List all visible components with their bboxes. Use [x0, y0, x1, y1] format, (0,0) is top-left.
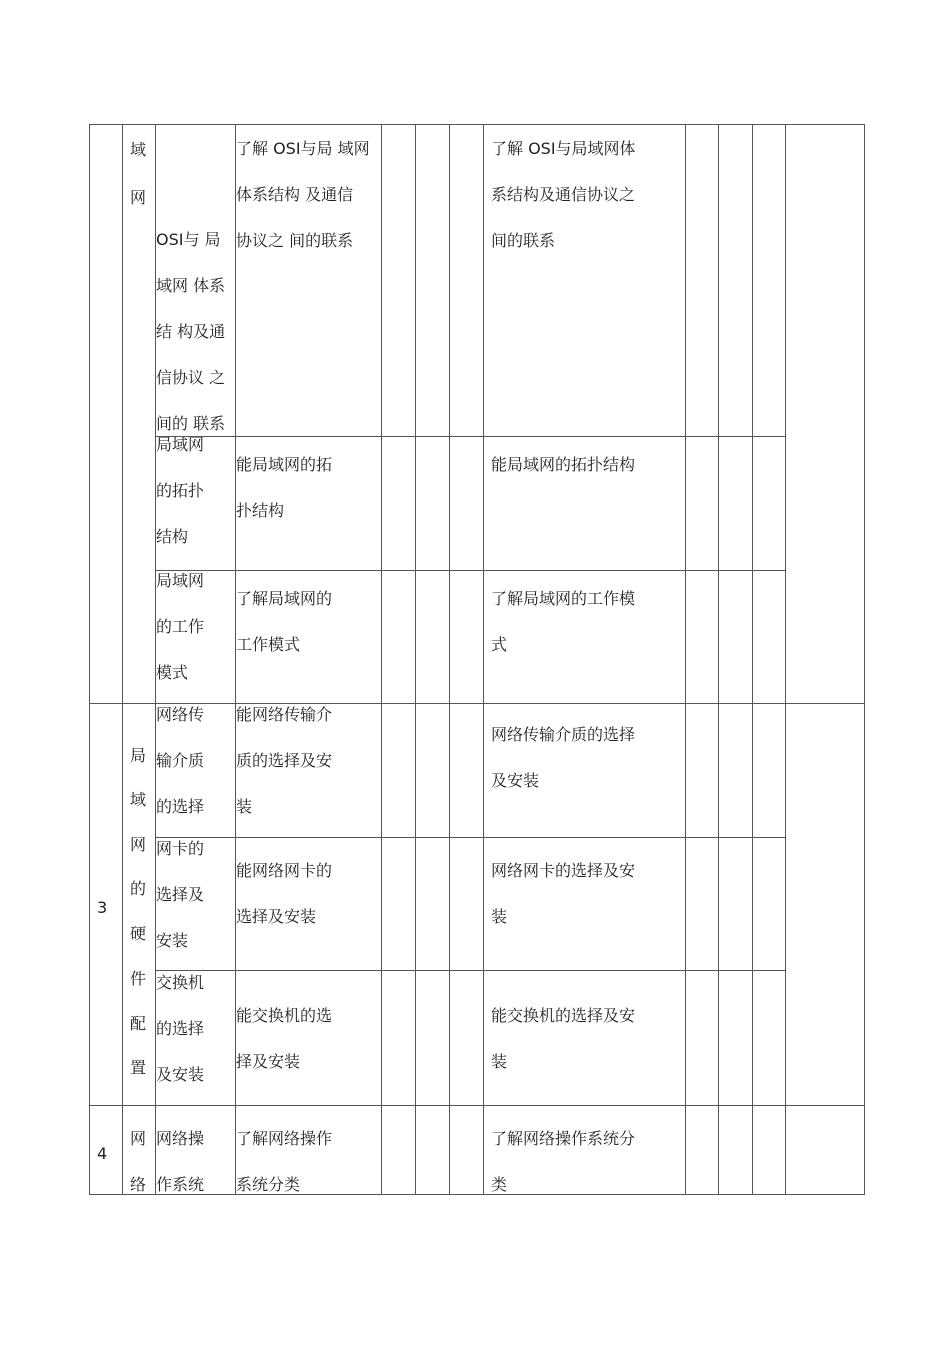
goal-cell: 了解局域网的工作模 式: [491, 589, 636, 654]
skill-cell: 了解局域网的 工作模式: [236, 589, 333, 654]
skill-cell: 了解网络操作 系统分类: [236, 1129, 333, 1194]
skill-cell: 了解 OSI与局 域网 体系结构 及通信 协议之 间的联系: [236, 139, 370, 250]
goal-cell: 能交换机的选择及安 装: [491, 1006, 636, 1071]
goal-cell: 能局域网的拓扑结构: [491, 455, 636, 474]
group-char: 网: [129, 1129, 146, 1148]
skill-cell: 能网络网卡的 选择及安装: [236, 861, 333, 926]
row-number: 4: [97, 1144, 108, 1163]
group-char: 网: [129, 188, 146, 207]
goal-cell: 网络网卡的选择及安 装: [491, 861, 636, 926]
group-char: 络: [129, 1175, 146, 1194]
skill-cell: 能局域网的拓 扑结构: [236, 455, 333, 520]
goal-cell: 了解网络操作系统分 类: [491, 1129, 636, 1194]
skill-cell: 能网络传输介 质的选择及安 装: [236, 705, 333, 816]
topic-cell: OSI与 局 域网 体系 结 构及通 信协议 之 间的 联系: [156, 230, 226, 433]
topic-cell: 局域网 的工作 模式: [156, 571, 205, 682]
goal-cell: 网络传输介质的选择 及安装: [491, 725, 636, 790]
topic-cell: 网卡的 选择及 安装: [156, 839, 205, 950]
topic-cell: 交换机 的选择 及安装: [156, 973, 205, 1084]
group-char: 域: [129, 140, 146, 159]
topic-cell: 网络传 输介质 的选择: [156, 705, 205, 816]
row-number: 3: [97, 898, 108, 917]
topic-cell: 局域网 的拓扑 结构: [156, 435, 205, 546]
topic-cell: 网络操 作系统: [156, 1129, 205, 1194]
skill-cell: 能交换机的选 择及安装: [236, 1006, 333, 1071]
document-page: 域 网 OSI与 局 域网 体系 结 构及通 信协议 之 间的 联系 了解 OSI与局 域网 体系结构 及通信 协议之 间的联系 了解 OSI与局域网体 系结构及通信协议之 间的联系 局域网 的拓扑 结构 能局域网的拓 扑结构 能局域网的拓扑结构 局域网 的工作 模式 了解局域网的 工作模式 了解局域网的工作模 式 3 局 域 网 的 硬 件 配 置 网络传 输介质 的选择 能网络传输介 质的选择及安 装 网络传输介质的选择 及安装 网卡的 选择及 安装 能网络网卡的 选择及安装 网络网卡的选择及安 装 交换机 的选择 及安装 能交换机的选 择及安装 能交换机的选择及安 装 4 网 络 网络操 作系统 了解网络操作 系统分类 了解网络操作系统分 类: [0, 0, 950, 1345]
goal-cell: 了解 OSI与局域网体 系结构及通信协议之 间的联系: [491, 139, 636, 250]
